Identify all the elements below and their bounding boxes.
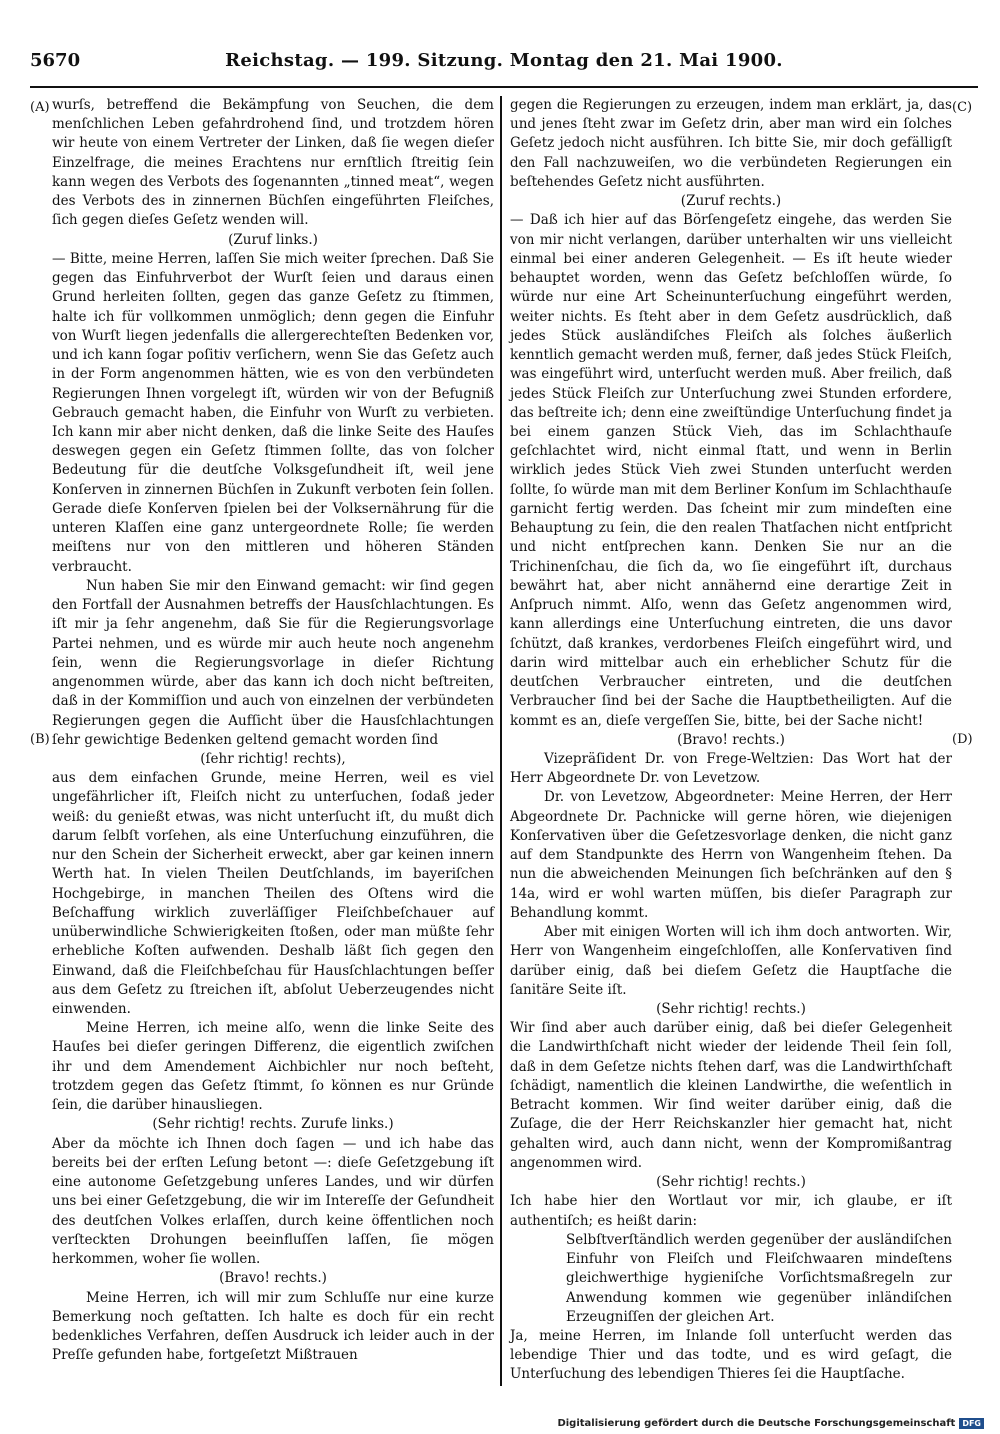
interjection: (Sehr richtig! rechts.) bbox=[656, 1174, 806, 1191]
interjection: (Zuruf rechts.) bbox=[680, 193, 782, 210]
page-number: 5670 bbox=[30, 50, 81, 71]
credit-text: Digitalisierung gefördert durch die Deutsche Forschungsgemeinschaft bbox=[557, 1418, 956, 1429]
interjection: (Bravo! rechts.) bbox=[219, 1270, 327, 1287]
block-quote: Selbſtverſtändlich werden gegenüber der ausländiſchen Einfuhr von Fleiſch und Fleiſchwaaren mindeſtens gleichwerthige hygieniſche Vorſichtsmaßregeln zur Anwendung kommen wie gegenüber inländiſchen Erzeugniſſen der gleichen Art. bbox=[566, 1231, 952, 1325]
interjection: (Bravo! rechts.) bbox=[677, 731, 785, 748]
speaker-paragraph: Dr. von Levetzow, Abgeordneter: Meine Herren, der Herr Abgeordnete Dr. Pachnicke will gerne hören, wie diejenigen Konſervativen über die Geſetzesvorlage denken, die nicht ganz auf dem Standpunkte des Herrn von Wangenheim ſtehen. Da nun die abweichenden Meinungen ſich beſchränken auf den § 14a, wird er wohl warten müſſen, bis dieſer Paragraph zur Behandlung kommt. bbox=[510, 789, 952, 921]
paragraph: aus dem einfachen Grunde, meine Herren, weil es viel ungefährlicher iſt, Fleiſch nicht zu unterſuchen, ſodaß jeder weiß: du genießt etwas, was nicht unterſucht iſt, du mußt dich darum ſelbſt vorſehen, als eine Unterſuchung einzuführen, die nur den Schein der Sicherheit erweckt, aber gar keinen innern Werth hat. In vielen Theilen Deutſchlands, im bayeriſchen Hochgebirge, in manchen Theilen des Oſtens wird die Beſchaffung wirklich zuverläſſiger Fleiſchbeſchauer auf unüberwindliche Schwierigkeiten ſtoßen, oder man müßte ſehr erhebliche Koſten aufwenden. Deshalb läßt ſich gegen den Einwand, daß die Fleiſchbeſchau für Hausſchlachtungen beſſer aus dem Geſetz zu ſtreichen iſt, abſolut Ueberzeugendes nicht einwenden. bbox=[52, 770, 494, 1018]
paragraph: Meine Herren, ich meine alſo, wenn die linke Seite des Hauſes bei dieſer geringen Differenz, die eigentlich zwiſchen ihr und dem Amendement Aichbichler nur noch beſteht, trotzdem gegen das Geſetz ſtimmt, ſo können es nur Gründe ſein, die darüber hinausliegen. bbox=[52, 1020, 494, 1114]
page-header bbox=[30, 50, 978, 76]
paragraph: — Bitte, meine Herren, laſſen Sie mich weiter ſprechen. Daß Sie gegen das Einfuhrverbot der Wurſt ſeien und daraus einen Grund herleiten ſollten, gegen das ganze Geſetz zu ſtimmen, halte ich für vollkommen unmöglich; denn gegen die Einfuhr von Wurſt liegen jedenfalls die allergerechteſten Bedenken vor, und ich kann ſogar poſitiv verſichern, wenn Sie das Geſetz auch in der Form angenommen hätten, wie es von den verbündeten Regierungen Ihnen vorgelegt iſt, würden wir von der Befugniß Gebrauch gemacht haben, die Einfuhr von Wurſt zu verbieten. Ich kann mir aber nicht denken, daß die linke Seite des Hauſes deswegen gegen ein Geſetz ſtimmen ſollte, das von ſolcher Bedeutung für die deutſche Volksgeſundheit iſt, weil jene Konſerven in zinnernen Büchſen in Zukunft verboten ſein ſollen. Gerade dieſe Konſerven ſpielen bei der Volksernährung für die unteren Klaſſen eine ganz untergeordnete Rolle; ſie werden meiſtens nur von den mittleren und höheren Ständen verbraucht. bbox=[52, 250, 494, 575]
header-rule bbox=[30, 86, 978, 88]
paragraph: Aber mit einigen Worten will ich ihm doch antworten. Wir, Herr von Wangenheim eingeſchloſſen, alle Konſervativen ſind darüber einig, daß bei dieſem Geſetz die Hauptſache die ſanitäre Seite iſt. bbox=[510, 924, 952, 998]
paragraph: Meine Herren, ich will mir zum Schluſſe nur eine kurze Bemerkung noch geſtatten. Ich halte es doch für ein recht bedenkliches Verfahren, deſſen Ausdruck ich leider auch in der Preſſe gefunden habe, fortgeſetzt Mißtrauen bbox=[52, 1289, 494, 1364]
digitization-credit bbox=[557, 1418, 984, 1429]
left-column bbox=[52, 96, 494, 1365]
paragraph: — Daß ich hier auf das Börſengeſetz eingehe, das werden Sie von mir nicht verlangen, darüber unterhalten wir uns vielleicht einmal bei einer anderen Gelegenheit. — Es iſt heute wieder behauptet worden, wenn das Geſetz beſchloſſen würde, ſo würde nur eine Art Scheinunterſuchung eingeführt werden, weiter nichts. Es ſteht aber in dem Geſetz ausdrücklich, daß jedes Stück ausländiſches Fleiſch als ſolches äußerlich kenntlich gemacht werden muß, ferner, daß jedes Stück Fleiſch, was eingeführt wird, unterſucht werden muß. Aber freilich, daß jedes Stück Fleiſch zur Unterſuchung zwei Stunden erfordere, das beſtreite ich; denn eine zweiſtündige Unterſuchung findet ja bei einem ganzen Stück Vieh, das im Schlachthauſe geſchlachtet wird, nicht einmal ſtatt, und wenn in Berlin wirklich jedes Stück Vieh zwei Stunden unterſucht werden ſollte, ſo würde man mit dem Berliner Konſum im Schlachthauſe garnicht fertig werden. Das ſcheint mir zum mindeſten eine Behauptung zu ſein, die den realen Thatſachen nicht entſpricht und nicht entſprechen kann. Denken Sie nur an die Trichinenſchau, die ſich da, wo ſie eingeführt iſt, durchaus bewährt hat, aber nicht annähernd eine derartige Zeit in Anſpruch nimmt. Alſo, wenn das Geſetz angenommen wird, kann allerdings eine Unterſuchung eintreten, die uns davor ſchützt, daß krankes, verdorbenes Fleiſch eingeführt wird, und darin wird mittelbar auch ein erheblicher Schutz für die deutſchen Verbraucher eintreten, und die deutſchen Verbraucher ſind bei der Sache die Hauptbetheiligten. Auf die kommt es an, dieſe vergeſſen Sie, bitte, bei der Sache nicht! bbox=[510, 212, 952, 729]
dfg-logo: DFG bbox=[959, 1418, 984, 1429]
interjection: (Sehr richtig! rechts. Zurufe links.) bbox=[152, 1116, 394, 1133]
margin-marker-a: (A) bbox=[30, 100, 50, 115]
paragraph: wurſs, betreffend die Bekämpfung von Seuchen, die dem menſchlichen Leben gefahrdrohend ſind, und trotzdem hören wir heute von einem Vertreter der Linken, daß ſie wegen dieſer Einzelfrage, die meines Erachtens nur ernſtlich ſtreitig ſein kann wegen des Verbots des ſogenannten „tinned meat“, wegen des Verbots des in zinnernen Büchſen eingeführten Fleiſches, ſich gegen dieſes Geſetz wenden will. bbox=[52, 97, 494, 229]
running-head: Reichstag. — 199. Sitzung. Montag den 21. Mai 1900. bbox=[225, 50, 783, 71]
column-divider bbox=[500, 96, 502, 1386]
interjection: (Sehr richtig! rechts.) bbox=[656, 1001, 806, 1018]
paragraph: Ja, meine Herren, im Inlande ſoll unterſucht werden das lebendige Thier und das todte, und es wird geſagt, die Unterſuchung des lebendigen Thieres ſei die Hauptſache. bbox=[510, 1328, 952, 1383]
paragraph: Nun haben Sie mir den Einwand gemacht: wir ſind gegen den Fortfall der Ausnahmen betreffs der Hausſchlachtungen. Es iſt mir ja ſehr angenehm, daß Sie für die Regierungsvorlage Partei nehmen, und es würde mir auch heute noch angenehm ſein, wenn die Regierungsvorlage in dieſer Richtung angenommen würde, aber das kann ich doch nicht beſtreiten, daß in der Kommiſſion und auch von einzelnen der verbündeten Regierungen gegen die Aufſicht über die Hausſchlachtungen ſehr gewichtige Bedenken geltend gemacht worden ſind bbox=[52, 577, 494, 748]
margin-marker-d: (D) bbox=[952, 732, 973, 747]
paragraph: Wir ſind aber auch darüber einig, daß bei dieſer Gelegenheit die Landwirthſchaft nicht wieder der leidende Theil ſein ſoll, daß in dem Geſetze nichts ſtehen darf, was die Landwirthſchaft ſchädigt, namentlich die kleinen Landwirthe, die weſentlich in Betracht kommen. Wir ſind weiter darüber einig, daß die Zuſage, die der Herr Reichskanzler hier gemacht hat, nicht gehalten wird, auch dann nicht, wenn der Kompromißantrag angenommen wird. bbox=[510, 1020, 952, 1171]
margin-marker-b: (B) bbox=[30, 732, 50, 747]
right-column bbox=[510, 96, 952, 1385]
interjection: (Zuruf links.) bbox=[228, 231, 318, 248]
interjection: (ſehr richtig! rechts), bbox=[200, 750, 346, 767]
paragraph: gegen die Regierungen zu erzeugen, indem man erklärt, ja, das und jenes ſteht zwar im Geſetz drin, aber man wird ein ſolches Geſetz jedoch nicht ausführen. Ich bitte Sie, mir doch gefälligſt den Fall nachzuweiſen, wo die verbündeten Regierungen ein beſtehendes Geſetz nicht ausführten. bbox=[510, 97, 952, 190]
paragraph: Ich habe hier den Wortlaut vor mir, ich glaube, er iſt authentiſch; es heißt darin: bbox=[510, 1193, 952, 1229]
margin-marker-c: (C) bbox=[952, 100, 973, 115]
speaker-paragraph: Vizepräſident Dr. von Frege-Weltzien: Das Wort hat der Herr Abgeordnete Dr. von Levetzow. bbox=[510, 750, 952, 787]
paragraph: Aber da möchte ich Ihnen doch ſagen — und ich habe das bereits bei der erſten Leſung betont —: dieſe Geſetzgebung iſt eine autonome Geſetzgebung unſeres Landes, und wir dürfen uns bei einer Geſetzgebung, die wir im Intereſſe der Geſundheit des deutſchen Volkes erlaſſen, durch keine öffentlichen noch verſteckten Drohungen beeinfluſſen laſſen, ſie mögen herkommen, woher ſie wollen. bbox=[52, 1135, 494, 1268]
